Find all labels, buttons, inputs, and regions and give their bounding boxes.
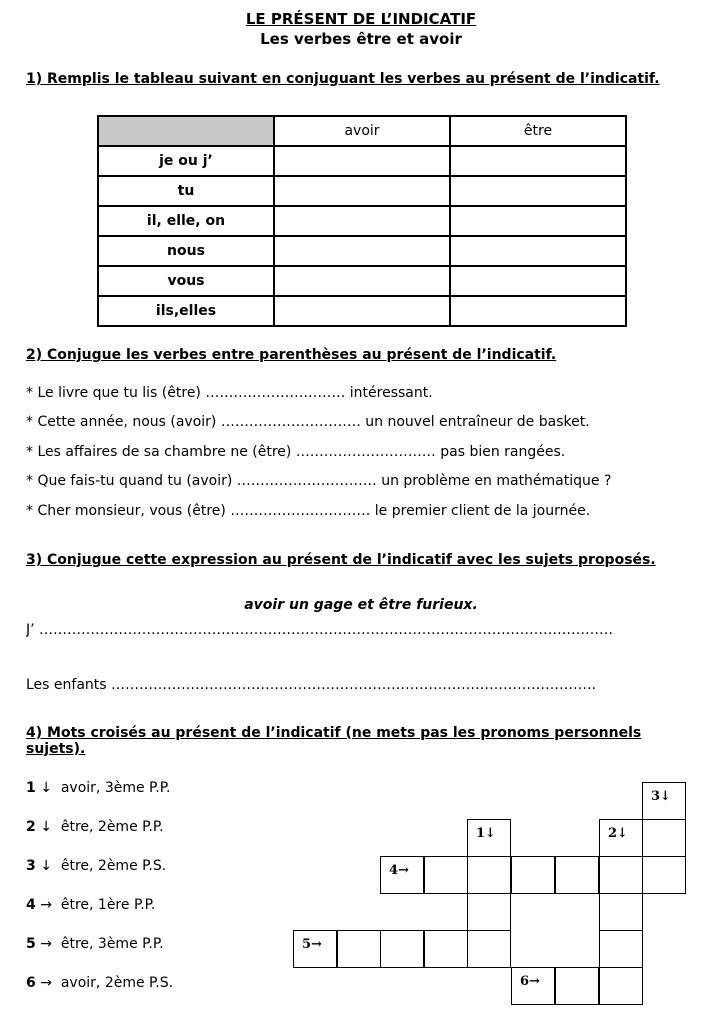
crossword-cell[interactable] <box>467 930 511 968</box>
clue-label-2: 2↓ <box>608 826 628 841</box>
answer-cell-avoir[interactable] <box>274 266 450 296</box>
clue-2 <box>26 819 164 835</box>
table-header-empty <box>98 116 274 146</box>
exercise4-instruction-line2: sujets). <box>26 741 86 757</box>
sentence-4: * Que fais-tu quand tu (avoir) ………………………… un problème en mathématique ? <box>26 473 612 489</box>
crossword-cell[interactable] <box>467 893 511 931</box>
clue-label-3: 3↓ <box>651 789 671 804</box>
conjugation-table <box>97 115 627 327</box>
clue-text: avoir, 2ème P.S. <box>60 975 174 991</box>
exercise2-instruction: 2) Conjugue les verbes entre parenthèses au présent de l’indicatif. <box>26 347 557 363</box>
crossword-cell[interactable] <box>424 930 468 968</box>
answer-cell-avoir[interactable] <box>274 296 450 326</box>
pronoun-cell: vous <box>98 266 274 296</box>
page-title: LE PRÉSENT DE L’INDICATIF <box>245 10 477 28</box>
page-subtitle: Les verbes être et avoir <box>260 30 462 48</box>
arrow-right-icon: → <box>40 897 52 913</box>
answer-cell-etre[interactable] <box>450 266 626 296</box>
answer-cell-avoir[interactable] <box>274 206 450 236</box>
pronoun-cell: je ou j’ <box>98 146 274 176</box>
clue-number: 5 <box>26 936 36 952</box>
crossword-cell[interactable] <box>380 930 424 968</box>
sentence-2: * Cette année, nous (avoir) ………………………… un nouvel entraîneur de basket. <box>26 414 590 430</box>
clue-number: 3 <box>26 858 36 874</box>
clue-label-6: 6→ <box>520 974 540 989</box>
table-row <box>98 236 626 266</box>
clue-number: 1 <box>26 780 36 796</box>
table-header-avoir: avoir <box>274 116 450 146</box>
pronoun-cell: il, elle, on <box>98 206 274 236</box>
answer-line-1[interactable]: J’ …………………………………………………………………………………………………………… <box>26 622 614 638</box>
crossword-cell[interactable] <box>424 856 468 894</box>
answer-cell-etre[interactable] <box>450 236 626 266</box>
crossword-cell-4-start[interactable] <box>380 856 424 894</box>
clue-number: 4 <box>26 897 36 913</box>
clue-label-4: 4→ <box>389 863 409 878</box>
sentence-1: * Le livre que tu lis (être) ………………………… intéressant. <box>26 385 433 401</box>
pronoun-cell: ils,elles <box>98 296 274 326</box>
crossword-cell[interactable] <box>599 967 643 1005</box>
table-row <box>98 296 626 326</box>
clue-4 <box>26 897 155 913</box>
sentence-3: * Les affaires de sa chambre ne (être) ………………………… pas bien rangées. <box>26 444 566 460</box>
exercise4-instruction-line1: 4) Mots croisés au présent de l’indicatif (ne mets pas les pronoms personnels <box>26 725 642 741</box>
crossword-cell[interactable] <box>599 930 643 968</box>
table-header-etre: être <box>450 116 626 146</box>
answer-cell-etre[interactable] <box>450 206 626 236</box>
crossword-cell-2-start[interactable] <box>599 819 643 857</box>
arrow-right-icon: → <box>40 975 52 991</box>
crossword-cell-3-start[interactable] <box>642 782 686 820</box>
crossword-cell[interactable] <box>555 967 599 1005</box>
crossword-cell[interactable] <box>511 856 555 894</box>
pronoun-cell: nous <box>98 236 274 266</box>
answer-cell-avoir[interactable] <box>274 176 450 206</box>
answer-cell-avoir[interactable] <box>274 146 450 176</box>
clue-label-1: 1↓ <box>476 826 496 841</box>
table-row <box>98 206 626 236</box>
answer-cell-etre[interactable] <box>450 296 626 326</box>
exercise1-instruction: 1) Remplis le tableau suivant en conjuguant les verbes au présent de l’indicatif. <box>26 71 660 87</box>
clue-1 <box>26 780 170 796</box>
crossword-cell-5-start[interactable] <box>293 930 337 968</box>
clue-text: avoir, 3ème P.P. <box>60 780 171 796</box>
crossword-cell[interactable] <box>642 856 686 894</box>
clue-number: 6 <box>26 975 36 991</box>
clue-3 <box>26 858 166 874</box>
crossword-cell[interactable] <box>599 893 643 931</box>
crossword-cell-6-start[interactable] <box>511 967 555 1005</box>
crossword-cell-1-start[interactable] <box>467 819 511 857</box>
clue-text: être, 2ème P.S. <box>60 858 167 874</box>
answer-cell-avoir[interactable] <box>274 236 450 266</box>
clue-number: 2 <box>26 819 36 835</box>
exercise3-instruction: 3) Conjugue cette expression au présent de l’indicatif avec les sujets proposés. <box>26 552 656 568</box>
table-row <box>98 266 626 296</box>
table-row <box>98 146 626 176</box>
answer-line-2[interactable]: Les enfants ………………………………………………………………………………………….. <box>26 677 596 693</box>
crossword-cell[interactable] <box>599 856 643 894</box>
answer-cell-etre[interactable] <box>450 176 626 206</box>
arrow-down-icon: ↓ <box>40 780 52 796</box>
expression: avoir un gage et être furieux. <box>244 597 478 613</box>
clue-text: être, 3ème P.P. <box>60 936 164 952</box>
crossword-cell[interactable] <box>555 856 599 894</box>
crossword-cell[interactable] <box>467 856 511 894</box>
clue-text: être, 2ème P.P. <box>60 819 164 835</box>
pronoun-cell: tu <box>98 176 274 206</box>
arrow-down-icon: ↓ <box>40 819 52 835</box>
arrow-right-icon: → <box>40 936 52 952</box>
answer-cell-etre[interactable] <box>450 146 626 176</box>
arrow-down-icon: ↓ <box>40 858 52 874</box>
table-header-row <box>98 116 626 146</box>
crossword-cell[interactable] <box>642 819 686 857</box>
clue-label-5: 5→ <box>302 937 322 952</box>
crossword-cell[interactable] <box>337 930 381 968</box>
clue-text: être, 1ère P.P. <box>60 897 156 913</box>
table-row <box>98 176 626 206</box>
clue-5 <box>26 936 164 952</box>
sentence-5: * Cher monsieur, vous (être) ………………………… le premier client de la journée. <box>26 503 591 519</box>
clue-6 <box>26 975 173 991</box>
